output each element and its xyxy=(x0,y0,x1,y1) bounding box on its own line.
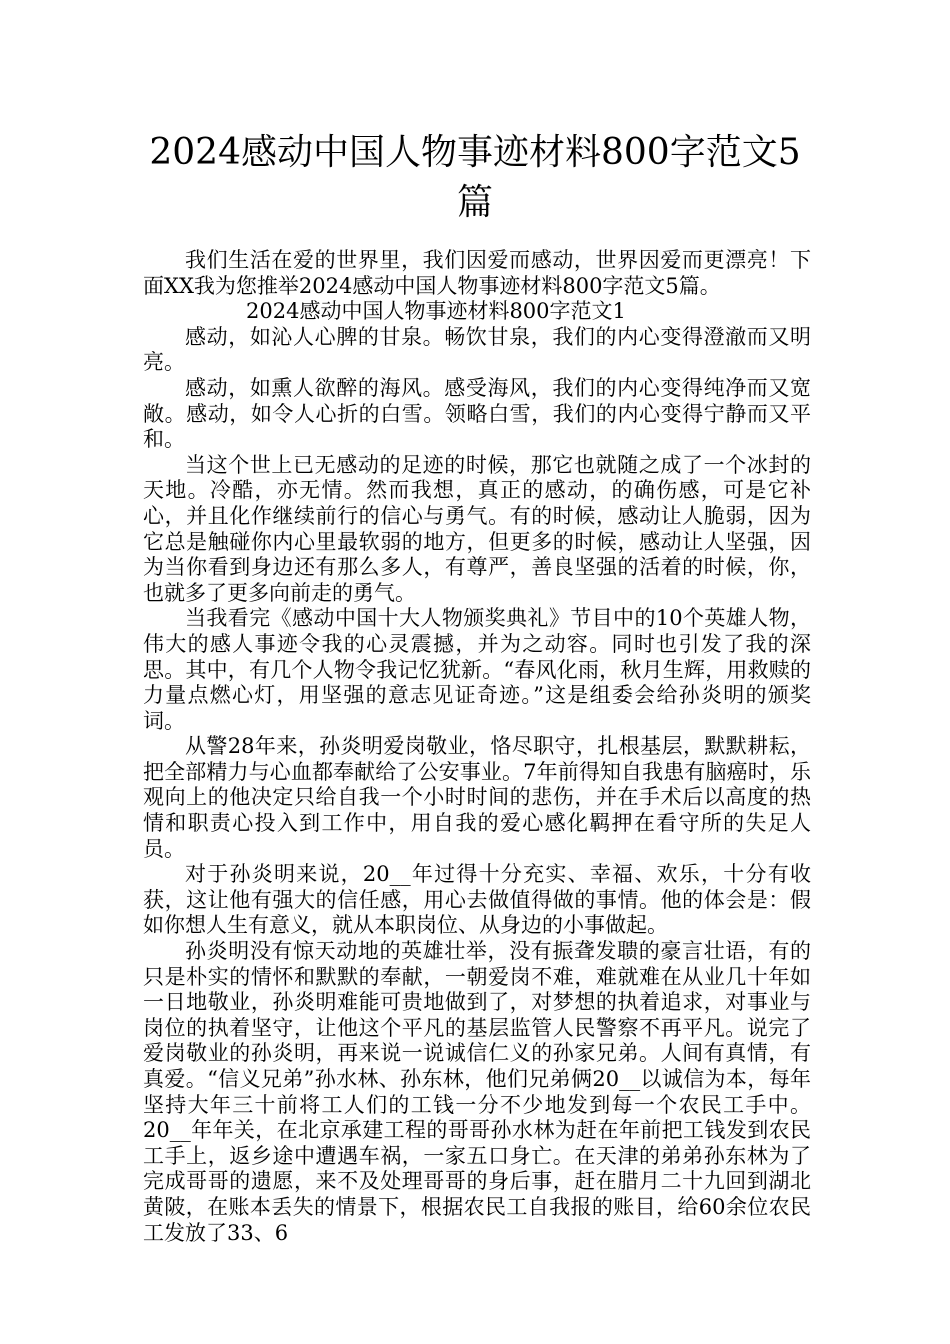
body-paragraph: 当我看完《感动中国十大人物颁奖典礼》节目中的10个英雄人物，伟大的感人事迹令我的心灵震撼，并为之动容。同时也引发了我的深思。其中，有几个人物令我记忆犹新。“春风化雨，秋月生辉，用救赎的力量点燃心灯，用坚强的意志见证奇迹。”这是组委会给孙炎明的颁奖词。 xyxy=(143,606,811,733)
document-title: 2024感动中国人物事迹材料800字范文5篇 xyxy=(149,132,801,223)
body-paragraph: 感动，如沁人心脾的甘泉。畅饮甘泉，我们的内心变得澄澈而又明亮。 xyxy=(143,324,811,375)
body-paragraph: 当这个世上已无感动的足迹的时候，那它也就随之成了一个冰封的天地。冷酷，亦无情。然而我想，真正的感动，的确伤感，可是它补心，并且化作继续前行的信心与勇气。有的时候，感动让人脆弱，因为它总是触碰你内心里最软弱的地方，但更多的时候，感动让人坚强，因为当你看到身边还有那么多人，有尊严，善良坚强的活着的时候，你，也就多了更多向前走的勇气。 xyxy=(143,452,811,605)
section-heading: 2024感动中国人物事迹材料800字范文1 xyxy=(246,299,626,324)
body-paragraph: 从警28年来，孙炎明爱岗敬业，恪尽职守，扎根基层，默默耕耘，把全部精力与心血都奉献给了公安事业。7年前得知自我患有脑癌时，乐观向上的他决定只给自我一个小时时间的悲伤，并在手术后以高度的热情和职责心投入到工作中，用自我的爱心感化羁押在看守所的失足人员。 xyxy=(143,734,811,861)
body-paragraph: 对于孙炎明来说，20__年过得十分充实、幸福、欢乐，十分有收获，这让他有强大的信任感，用心去做值得做的事情。他的体会是：假如你想人生有意义，就从本职岗位、从身边的小事做起。 xyxy=(143,862,811,938)
body-paragraph: 孙炎明没有惊天动地的英雄壮举，没有振聋发聩的豪言壮语，有的只是朴实的情怀和默默的奉献，一朝爱岗不难，难就难在从业几十年如一日地敬业，孙炎明难能可贵地做到了，对梦想的执着追求，对事业与岗位的执着坚守，让他这个平凡的基层监管人民警察不再平凡。说完了爱岗敬业的孙炎明，再来说一说诚信仁义的孙家兄弟。人间有真情，有真爱。“信义兄弟”孙水林、孙东林，他们兄弟俩20__以诚信为本，每年坚持大年三十前将工人们的工钱一分不少地发到每一个农民工手中。20__年年关，在北京承建工程的哥哥孙水林为赶在年前把工钱发到农民工手上，返乡途中遭遇车祸，一家五口身亡。在天津的弟弟孙东林为了完成哥哥的遗愿，来不及处理哥哥的身后事，赶在腊月二十九回到湖北黄陂，在账本丢失的情景下，根据农民工自我报的账目，给60余位农民工发放了33、6 xyxy=(143,939,811,1245)
document-body xyxy=(143,248,811,1246)
body-paragraph: 感动，如熏人欲醉的海风。感受海风，我们的内心变得纯净而又宽敞。感动，如令人心折的白雪。领略白雪，我们的内心变得宁静而又平和。 xyxy=(143,375,811,452)
intro-paragraph: 我们生活在爱的世界里，我们因爱而感动，世界因爱而更漂亮！下面XX我为您推举2024感动中国人物事迹材料800字范文5篇。 xyxy=(143,248,811,298)
